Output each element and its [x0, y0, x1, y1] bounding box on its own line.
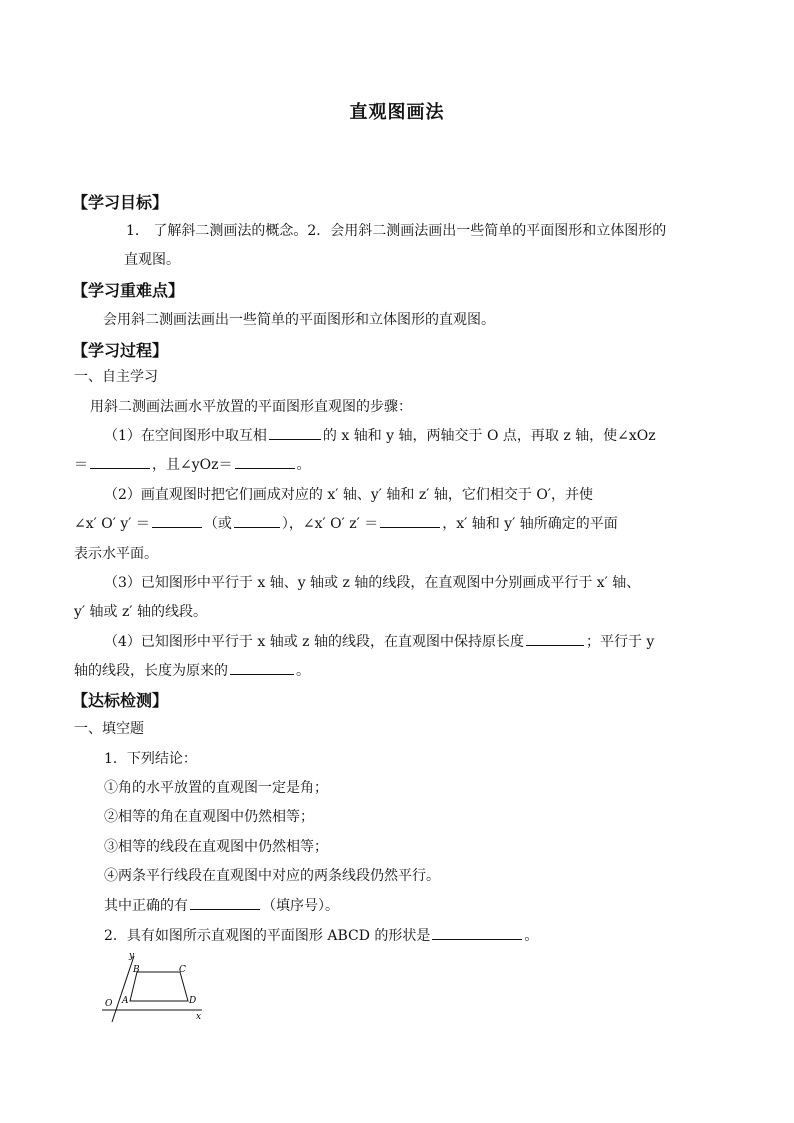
step-4-text-b: ；平行于 y — [585, 634, 655, 650]
blank-5 — [234, 513, 280, 528]
step-4-line-2 — [74, 660, 310, 682]
step-4-text-d: 。 — [296, 663, 310, 679]
blank-8 — [230, 660, 294, 675]
step-3-line-1: （3）已知图形中平行于 x 轴、y 轴或 z 轴的线段，在直观图中分别画成平行于 x′ 轴、 — [104, 575, 641, 591]
goals-line-1: 1． 了解斜二测画法的概念。2．会用斜二测画法画出一些简单的平面图形和立体图形的 — [126, 223, 667, 239]
label-d: D — [189, 996, 197, 1006]
label-y: y — [129, 951, 135, 961]
trapezoid-figure — [100, 950, 210, 1022]
label-a: A — [122, 996, 129, 1006]
question-1-item-2: ②相等的角在直观图中仍然相等； — [104, 809, 314, 825]
page-title: 直观图画法 — [349, 102, 445, 123]
question-2 — [104, 925, 538, 947]
goals-heading: 【学习目标】 — [72, 193, 169, 212]
step-1-text-e: 。 — [296, 457, 311, 473]
question-1-answer-text-a: 其中正确的有 — [104, 898, 188, 914]
question-2-text-a: 2．具有如图所示直观图的平面图形 ABCD 的形状是 — [104, 928, 431, 944]
step-2-line-2 — [74, 513, 618, 535]
step-2-text-b: ∠x′ O′ y′ ＝ — [74, 516, 150, 532]
step-1-line-2 — [74, 454, 311, 476]
question-1-item-3: ③相等的线段在直观图中仍然相等； — [104, 839, 328, 855]
test-heading: 【达标检测】 — [72, 691, 169, 710]
question-2-text-b: 。 — [524, 928, 539, 944]
step-2-line-3: 表示水平面。 — [74, 546, 158, 562]
question-1-item-1: ①角的水平放置的直观图一定是角； — [104, 780, 328, 796]
step-1-text-d: ，且∠yOz＝ — [152, 457, 233, 473]
step-4-text-c: 轴的线段，长度为原来的 — [74, 663, 228, 679]
label-c: C — [179, 965, 186, 975]
blank-6 — [380, 513, 440, 528]
step-2-text-d: ），∠x′ O′ z′ ＝ — [281, 516, 379, 532]
step-1-text-b: 的 x 轴和 y 轴，两轴交于 O 点，再取 z 轴，使∠xOz — [322, 428, 656, 444]
step-1-text-c: ＝ — [74, 457, 88, 473]
y-axis-line — [112, 956, 134, 1022]
step-3-line-2: y′ 轴或 z′ 轴的线段。 — [74, 604, 207, 620]
fill-heading: 一、填空题 — [74, 721, 144, 737]
self-study-heading: 一、自主学习 — [74, 369, 158, 385]
blank-2 — [90, 454, 150, 469]
step-1-text-a: （1）在空间图形中取互相 — [104, 428, 267, 444]
question-1: 1．下列结论： — [104, 751, 197, 767]
question-1-item-4: ④两条平行线段在直观图中对应的两条线段仍然平行。 — [104, 868, 440, 884]
goals-line-2: 直观图。 — [124, 252, 180, 268]
step-1-line-1 — [104, 425, 656, 447]
label-b: B — [133, 965, 140, 975]
step-2-line-1: （2）画直观图时把它们画成对应的 x′ 轴、y′ 轴和 z′ 轴，它们相交于 O′，并使 — [104, 487, 593, 503]
blank-10 — [432, 925, 522, 940]
step-2-text-e: ，x′ 轴和 y′ 轴所确定的平面 — [442, 516, 618, 532]
step-2-text-c: （或 — [203, 516, 232, 532]
question-1-answer-line — [104, 895, 339, 917]
trapezoid-abcd — [130, 972, 188, 1001]
label-x: x — [196, 1012, 202, 1022]
question-1-answer-text-b: （填序号）。 — [262, 898, 339, 914]
blank-9 — [190, 895, 260, 910]
label-o: O — [105, 999, 113, 1009]
key-points-heading: 【学习重难点】 — [72, 281, 185, 300]
figure-svg — [100, 950, 210, 1022]
steps-intro: 用斜二测画法画水平放置的平面图形直观图的步骤： — [90, 399, 412, 415]
step-4-line-1 — [104, 631, 654, 653]
blank-4 — [152, 513, 202, 528]
blank-7 — [526, 631, 584, 646]
blank-1 — [269, 425, 321, 440]
blank-3 — [235, 454, 295, 469]
process-heading: 【学习过程】 — [72, 341, 169, 360]
key-points-line: 会用斜二测画法画出一些简单的平面图形和立体图形的直观图。 — [103, 312, 495, 328]
step-4-text-a: （4）已知图形中平行于 x 轴或 z 轴的线段，在直观图中保持原长度 — [104, 634, 524, 650]
